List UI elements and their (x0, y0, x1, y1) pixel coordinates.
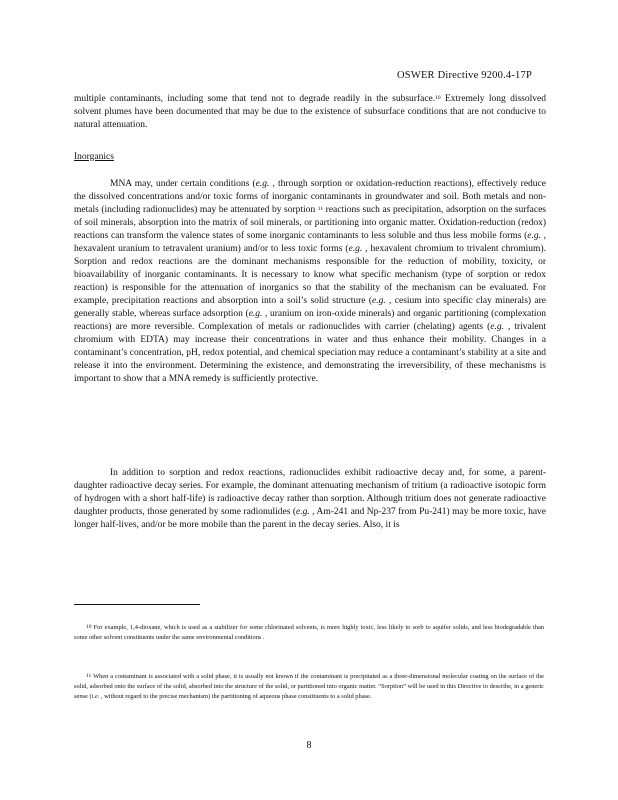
continuation-text: multiple contaminants, including some that tend not to degrade readily in the subsurface. (74, 94, 436, 104)
text-span: , cesium into specific clay minerals) are generally stable, whereas surface adsorption ( (74, 296, 546, 319)
text-span: , hexavalent chromium to trivalent chromium). Sorption and redox reactions are the dominant mechanisms responsible for the reduction of mobility, toxicity, or bioavailability of inorganic contaminants. It is necessary to know what specific mechanism (type of sorption or redox reaction) is responsible for the attenuation of inorganics so that the stability of the mechanism can be evaluated. For example, precipitation reactions and absorption into a soil’s solid structure ( (74, 244, 546, 306)
directive-header: OSWER Directive 9200.4-17P (397, 70, 532, 81)
footnote-11 (74, 666, 544, 709)
eg-italic: e.g. (296, 507, 310, 517)
eg-italic: e.g. (372, 296, 386, 306)
footnote-number-11: 11 (86, 673, 92, 680)
footnote-ref-11[interactable]: 11 (317, 206, 324, 212)
text-span: , hexavalent uranium to tetravalent uranium) and/or to less toxic forms ( (74, 231, 547, 254)
ie-italic: i.e. (91, 693, 100, 701)
continuation-text-2: Extremely long dissolved solvent plumes have been documented that may be due to the existence of subsurface conditions that are not conducive to natural attenuation. (74, 94, 546, 130)
footnote-ref-10[interactable]: 10 (435, 95, 441, 101)
footnote-11-text: When a contaminant is associated with a solid phase, it is usually not known if the contaminant is precipitated as a three-dimensional molecular coating on the surface of the solid, adsorbed onto the surface of the solid, absorbed into the structure of the solid, or partitioned into organic matter. “Sorption” will be used in this Directive to describe, in a generic sense ( (74, 673, 544, 701)
eg-italic: e.g. (490, 322, 504, 332)
section-heading-inorganics: Inorganics (74, 152, 114, 162)
text-span: In addition to sorption and redox reactions, radionuclides exhibit radioactive decay and, for some, a parent-daughter radioactive decay series. For example, the dominant attenuating mechanism of tritium (a radioactive isotopic form of hydrogen with a short half-life) is radioactive decay rather than sorption. Although tritium does not generate radioactive daughter products, those generated by some radionulides ( (74, 468, 546, 517)
footnote-divider (74, 604, 200, 605)
eg-italic: e.g. (527, 231, 541, 241)
text-span: , uranium on iron-oxide minerals) and organic partitioning (complexation reactions) are more reversible. Complexation of metals or radionuclides with carrier (chelating) agents ( (74, 309, 546, 332)
text-span: , through sorption or oxidation-reduction reactions), effectively reduce the dissolved concentrations and/or toxic forms of inorganic contaminants in groundwater and soil. Both metals and non-metals (including radionuclides) may be attenuated by sorption (74, 179, 546, 215)
text-span: reactions such as precipitation, adsorption on the surfaces of soil minerals, absorption into the matrix of soil minerals, or partitioning into organic matter. Oxidation-reduction (redox) reactions can transform the valence states of some inorganic contaminants to less soluble and thus less mobile forms ( (74, 205, 546, 241)
continuation-paragraph (74, 93, 546, 132)
footnote-10-text: For example, 1,4-dioxane, which is used as a stabilizer for some chlorinated solvents, is more highly toxic, less likely to sorb to aquifer solids, and less biodegradable than some other solvent constituents under the same environmental conditions . (74, 624, 544, 642)
page-number: 8 (306, 740, 312, 751)
eg-italic: e.g. (248, 309, 263, 319)
footnote-10 (74, 617, 544, 650)
text-span: , Am-241 and Np-237 from Pu-241) may be more toxic, have longer half-lives, and/or be more mobile than the parent in the decay series. Also, it is (74, 507, 547, 530)
footnote-number-10: 10 (86, 624, 92, 631)
text-span: , trivalent chromium with EDTA) may increase their concentrations in water and thus enhance their mobility. Changes in a contaminant’s concentration, pH, redox potential, and chemical speciation may reduce a contaminant’s stability at a site and release it into the environment. Determining the existence, and demonstrating the irreversibility, of these mechanisms is important to show that a MNA remedy is sufficiently protective. (74, 322, 546, 384)
text-span: MNA may, under certain conditions ( (110, 179, 256, 189)
eg-italic: e.g. (348, 244, 363, 254)
eg-italic: e.g. (255, 179, 270, 189)
footnote-11-text-2: , without regard to the precise mechanism) the partitioning of aqueous phase constituents to a solid phase. (99, 693, 372, 701)
paragraph-mna-inorganics (74, 178, 546, 386)
paragraph-radionuclides (74, 467, 546, 532)
